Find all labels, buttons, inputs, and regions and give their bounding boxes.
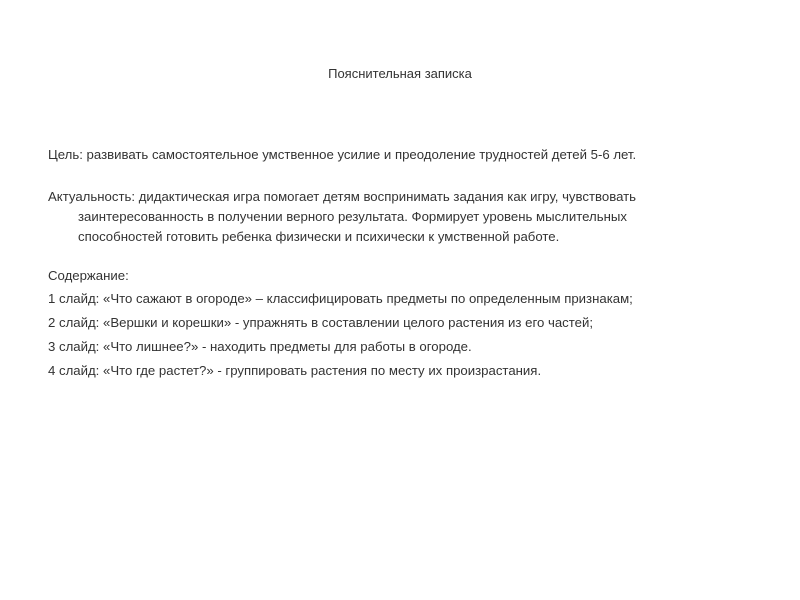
relevance-line-1: Актуальность: дидактическая игра помогает детям воспринимать задания как игру, чувствовать — [48, 189, 637, 204]
content-section — [48, 265, 748, 383]
relevance-line-2: заинтересованность в получении верного результата. Формирует уровень мыслительных — [78, 209, 627, 224]
slide-item-3: 3 слайд: «Что лишнее?» - находить предметы для работы в огороде. — [48, 339, 472, 354]
slide-item-1: 1 слайд: «Что сажают в огороде» – классифицировать предметы по определенным признакам; — [48, 291, 633, 306]
content-heading: Содержание: — [48, 268, 129, 283]
relevance-paragraph — [48, 187, 748, 247]
goal-paragraph: Цель: развивать самостоятельное умственное усилие и преодоление трудностей детей 5-6 лет. — [48, 147, 637, 162]
document-body — [48, 145, 748, 383]
relevance-line-3: способностей готовить ребенка физически и психически к умственной работе. — [78, 229, 560, 244]
slide-item-4: 4 слайд: «Что где растет?» - группировать растения по месту их произрастания. — [48, 363, 542, 378]
slide-item-2: 2 слайд: «Вершки и корешки» - упражнять в составлении целого растения из его частей; — [48, 315, 594, 330]
page-title: Пояснительная записка — [328, 66, 472, 81]
